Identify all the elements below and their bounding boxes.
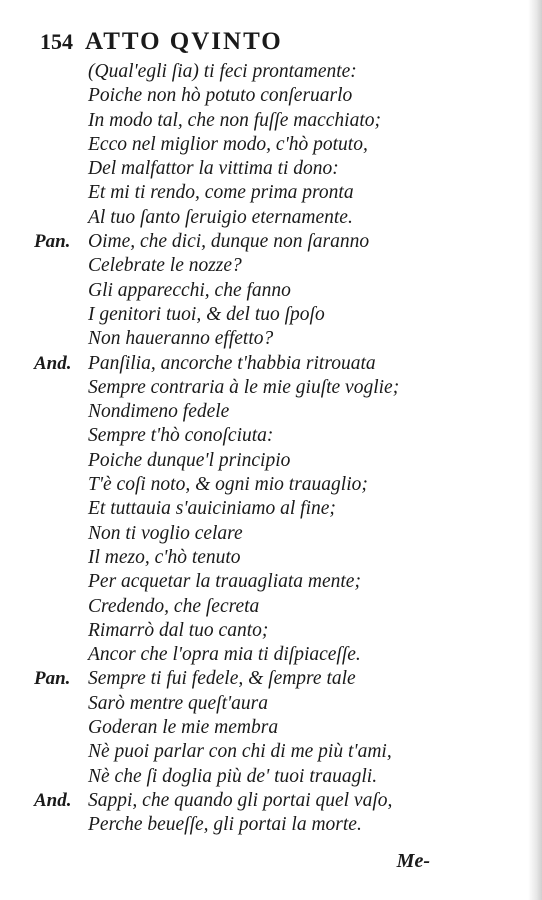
speaker-label: Pan. (34, 668, 71, 690)
verse-line (0, 400, 530, 424)
verse-line (0, 522, 530, 546)
verse-line (0, 279, 530, 303)
verse-text: Poiche non hò potuto conſeruarlo (88, 85, 353, 107)
verse-line (0, 716, 530, 740)
speaker-label: And. (34, 789, 72, 811)
verse-line (0, 619, 530, 643)
verse-text: Non haueranno effetto? (88, 328, 274, 350)
verse-line (0, 813, 530, 837)
verse-line (0, 473, 530, 497)
verse-text: I genitori tuoi, & del tuo ſpoſo (88, 303, 325, 325)
verse-line (0, 327, 530, 351)
page-edge-shadow (528, 0, 542, 900)
verse-line (0, 206, 530, 230)
verse-line (0, 789, 530, 813)
verse-text: Nè che ſi doglia più de' tuoi trauagli. (88, 765, 378, 787)
verse-line (0, 376, 530, 400)
verse-line (0, 570, 530, 594)
verse-text: Panſilia, ancorche t'habbia ritrouata (88, 352, 376, 374)
verse-line (0, 60, 530, 84)
verse-text: Non ti voglio celare (88, 522, 243, 544)
verse-line (0, 643, 530, 667)
running-title: ATTO QVINTO (85, 28, 283, 55)
verse-line (0, 692, 530, 716)
verse-text: Sempre contraria à le mie giuſte voglie; (88, 376, 400, 398)
verse-line (0, 352, 530, 376)
verse-text: (Qual'egli ſia) ti feci prontamente: (88, 61, 357, 82)
verse-text: Celebrate le nozze? (88, 255, 242, 277)
verse-text: Goderan le mie membra (88, 717, 279, 739)
verse-text: Sempre ti fui fedele, & ſempre tale (88, 668, 356, 690)
verse-text: Del malfattor la vittima ti dono: (88, 158, 339, 180)
verse-text: Et mi ti rendo, come prima pronta (88, 182, 354, 204)
verse-line (0, 230, 530, 254)
speaker-label: And. (34, 352, 72, 374)
verse-line (0, 497, 530, 521)
verse-line (0, 109, 530, 133)
verse-text: Perche beueſſe, gli portai la morte. (88, 814, 362, 836)
verse-body (0, 60, 530, 838)
verse-line (0, 157, 530, 181)
verse-line (0, 424, 530, 448)
verse-text: Al tuo ſanto ſeruigio eternamente. (88, 206, 353, 228)
verse-line (0, 740, 530, 764)
catchword: Me- (396, 850, 430, 872)
page-number: 154 (40, 29, 73, 54)
verse-line (0, 449, 530, 473)
verse-text: Per acquetar la trauagliata mente; (88, 571, 361, 593)
verse-line (0, 765, 530, 789)
verse-line (0, 667, 530, 691)
verse-line (0, 84, 530, 108)
verse-text: Credendo, che ſecreta (88, 595, 260, 617)
verse-text: Il mezo, c'hò tenuto (88, 546, 241, 568)
verse-text: Sempre t'hò conoſciuta: (88, 425, 274, 447)
verse-text: Nè puoi parlar con chi di me più t'ami, (88, 741, 392, 763)
verse-text: In modo tal, che non fuſſe macchiato; (88, 109, 381, 131)
verse-line (0, 595, 530, 619)
page-header (40, 28, 283, 58)
verse-text: Oime, che dici, dunque non ſaranno (88, 231, 370, 253)
verse-text: Rimarrò dal tuo canto; (88, 619, 269, 641)
verse-text: Gli apparecchi, che fanno (88, 279, 291, 301)
verse-text: Sappi, che quando gli portai quel vaſo, (88, 789, 393, 811)
verse-text: Ecco nel miglior modo, c'hò potuto, (88, 133, 368, 155)
verse-text: T'è coſi noto, & ogni mio trauaglio; (88, 474, 368, 496)
verse-line (0, 133, 530, 157)
verse-text: Ancor che l'opra mia ti diſpiaceſſe. (88, 644, 361, 666)
verse-text: Poiche dunque'l principio (88, 449, 291, 471)
verse-text: Sarò mentre queſt'aura (88, 692, 269, 714)
verse-line (0, 303, 530, 327)
speaker-label: Pan. (34, 231, 71, 253)
verse-line (0, 546, 530, 570)
verse-line (0, 254, 530, 278)
verse-text: Et tuttauia s'auiciniamo al fine; (88, 498, 336, 520)
verse-line (0, 181, 530, 205)
verse-text: Nondimeno fedele (88, 401, 230, 423)
